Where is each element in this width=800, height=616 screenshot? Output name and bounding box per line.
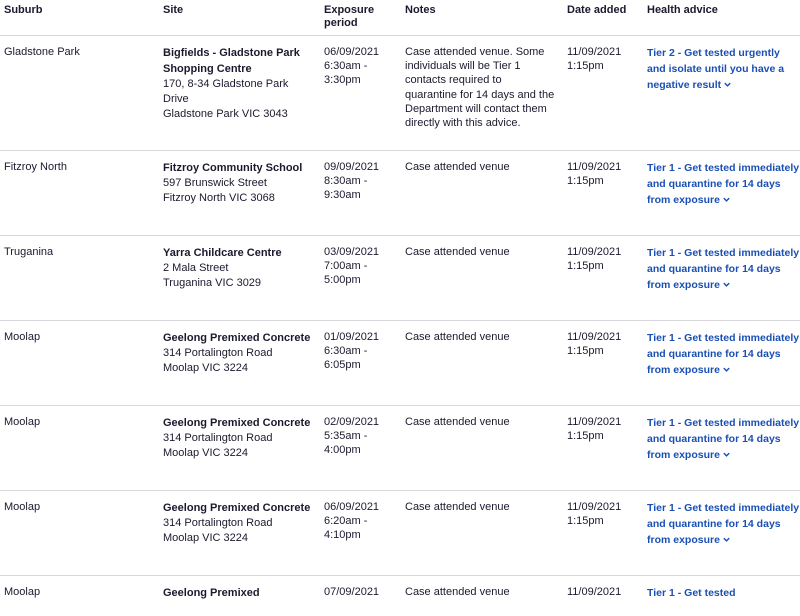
health-advice-link[interactable]: [647, 160, 800, 208]
notes-cell: Case attended venue: [405, 586, 510, 598]
site-name: Geelong Premixed: [163, 587, 260, 599]
site-address-line: 597 Brunswick Street: [163, 177, 267, 189]
table-row: [0, 406, 800, 491]
health-advice-link[interactable]: [647, 500, 800, 548]
table-row: [0, 151, 800, 236]
health-advice-text: Tier 1 - Get tested immediately and quarantine for 14 days from exposure: [647, 502, 800, 546]
health-advice-text: Tier 1 - Get tested immediately and quarantine for 14 days from exposure: [647, 162, 800, 206]
site-address-line: Moolap VIC 3224: [163, 532, 248, 544]
exposure-period-cell: 06/09/2021 6:20am - 4:10pm: [324, 501, 380, 542]
column-header-date-added: Date added: [567, 4, 627, 16]
table-row: [0, 321, 800, 406]
suburb-cell: Moolap: [4, 416, 41, 428]
exposure-period-cell: 01/09/2021 6:30am - 6:05pm: [324, 331, 380, 372]
site-address-line: Moolap VIC 3224: [163, 447, 248, 459]
health-advice-text: Tier 1 - Get tested immediately and quarantine for 14 days from exposure: [647, 417, 800, 461]
site-address-line: 2 Mala Street: [163, 262, 229, 274]
chevron-down-icon: [722, 533, 731, 542]
column-header-health-advice: Health advice: [647, 4, 718, 16]
exposure-period-cell: 02/09/2021 5:35am - 4:00pm: [324, 416, 380, 457]
suburb-cell: Gladstone Park: [4, 46, 80, 58]
site-address-line: 314 Portalington Road: [163, 432, 273, 444]
site-name: Yarra Childcare Centre: [163, 247, 282, 259]
site-cell: [163, 45, 313, 122]
site-address-line: Truganina VIC 3029: [163, 277, 262, 289]
notes-cell: Case attended venue: [405, 161, 510, 173]
notes-cell: Case attended venue: [405, 331, 510, 343]
health-advice-text: Tier 1 - Get tested immediately and quarantine for 14 days from exposure: [647, 332, 800, 376]
site-name: Bigfields - Gladstone Park Shopping Centre: [163, 47, 300, 75]
date-added-cell: 11/09/2021 1:15pm: [567, 331, 622, 358]
site-name: Geelong Premixed Concrete: [163, 502, 311, 514]
notes-cell: Case attended venue. Some individuals will be Tier 1 contacts required to quarantine for 14 days and the Department will contact them directly with this advice.: [405, 46, 555, 130]
exposure-period-cell: 09/09/2021 8:30am - 9:30am: [324, 161, 380, 202]
health-advice-link[interactable]: [647, 45, 800, 93]
column-header-notes: Notes: [405, 4, 436, 16]
suburb-cell: Moolap: [4, 501, 41, 513]
health-advice-cell: [647, 500, 800, 548]
table-row: [0, 491, 800, 576]
notes-cell: Case attended venue: [405, 246, 510, 258]
health-advice-cell: [647, 245, 800, 293]
site-cell: [163, 585, 313, 601]
site-cell: [163, 500, 313, 546]
suburb-cell: Truganina: [4, 246, 54, 258]
chevron-down-icon: [723, 78, 732, 87]
table-row: [0, 36, 800, 151]
site-cell: [163, 330, 313, 376]
site-cell: [163, 415, 313, 461]
table-row: [0, 236, 800, 321]
exposure-period-cell: 07/09/2021: [324, 586, 380, 598]
site-cell: [163, 160, 313, 206]
notes-cell: Case attended venue: [405, 416, 510, 428]
site-address-line: 314 Portalington Road: [163, 517, 273, 529]
site-address-line: Gladstone Park VIC 3043: [163, 108, 288, 120]
health-advice-text: Tier 1 - Get tested: [647, 587, 736, 599]
date-added-cell: 11/09/2021: [567, 586, 622, 598]
health-advice-link[interactable]: [647, 245, 800, 293]
site-address-line: 170, 8-34 Gladstone Park Drive: [163, 78, 289, 105]
chevron-down-icon: [722, 363, 731, 372]
date-added-cell: 11/09/2021 1:15pm: [567, 161, 622, 188]
date-added-cell: 11/09/2021 1:15pm: [567, 501, 622, 528]
column-header-exposure-period: Exposure period: [324, 4, 375, 29]
suburb-cell: Moolap: [4, 586, 41, 598]
site-address-line: 314 Portalington Road: [163, 347, 273, 359]
health-advice-link[interactable]: [647, 415, 800, 463]
chevron-down-icon: [722, 193, 731, 202]
site-name: Geelong Premixed Concrete: [163, 417, 311, 429]
date-added-cell: 11/09/2021 1:15pm: [567, 416, 622, 443]
health-advice-link[interactable]: [647, 330, 800, 378]
site-name: Fitzroy Community School: [163, 162, 303, 174]
health-advice-cell: [647, 160, 800, 208]
health-advice-cell: [647, 330, 800, 378]
health-advice-cell: [647, 585, 800, 601]
notes-cell: Case attended venue: [405, 501, 510, 513]
health-advice-link[interactable]: [647, 585, 800, 601]
chevron-down-icon: [722, 448, 731, 457]
health-advice-cell: [647, 45, 800, 93]
exposure-period-cell: 03/09/2021 7:00am - 5:00pm: [324, 246, 380, 287]
health-advice-cell: [647, 415, 800, 463]
date-added-cell: 11/09/2021 1:15pm: [567, 46, 622, 73]
site-cell: [163, 245, 313, 291]
exposure-period-cell: 06/09/2021 6:30am - 3:30pm: [324, 46, 380, 87]
table-header-row: [0, 0, 800, 36]
site-name: Geelong Premixed Concrete: [163, 332, 311, 344]
column-header-site: Site: [163, 4, 184, 16]
site-address-line: Moolap VIC 3224: [163, 362, 248, 374]
table-row: [0, 576, 800, 616]
column-header-suburb: Suburb: [4, 4, 43, 16]
chevron-down-icon: [722, 278, 731, 287]
date-added-cell: 11/09/2021 1:15pm: [567, 246, 622, 273]
suburb-cell: Moolap: [4, 331, 41, 343]
site-address-line: Fitzroy North VIC 3068: [163, 192, 275, 204]
health-advice-text: Tier 2 - Get tested urgently and isolate until you have a negative result: [647, 47, 785, 91]
suburb-cell: Fitzroy North: [4, 161, 67, 173]
health-advice-text: Tier 1 - Get tested immediately and quarantine for 14 days from exposure: [647, 247, 800, 291]
